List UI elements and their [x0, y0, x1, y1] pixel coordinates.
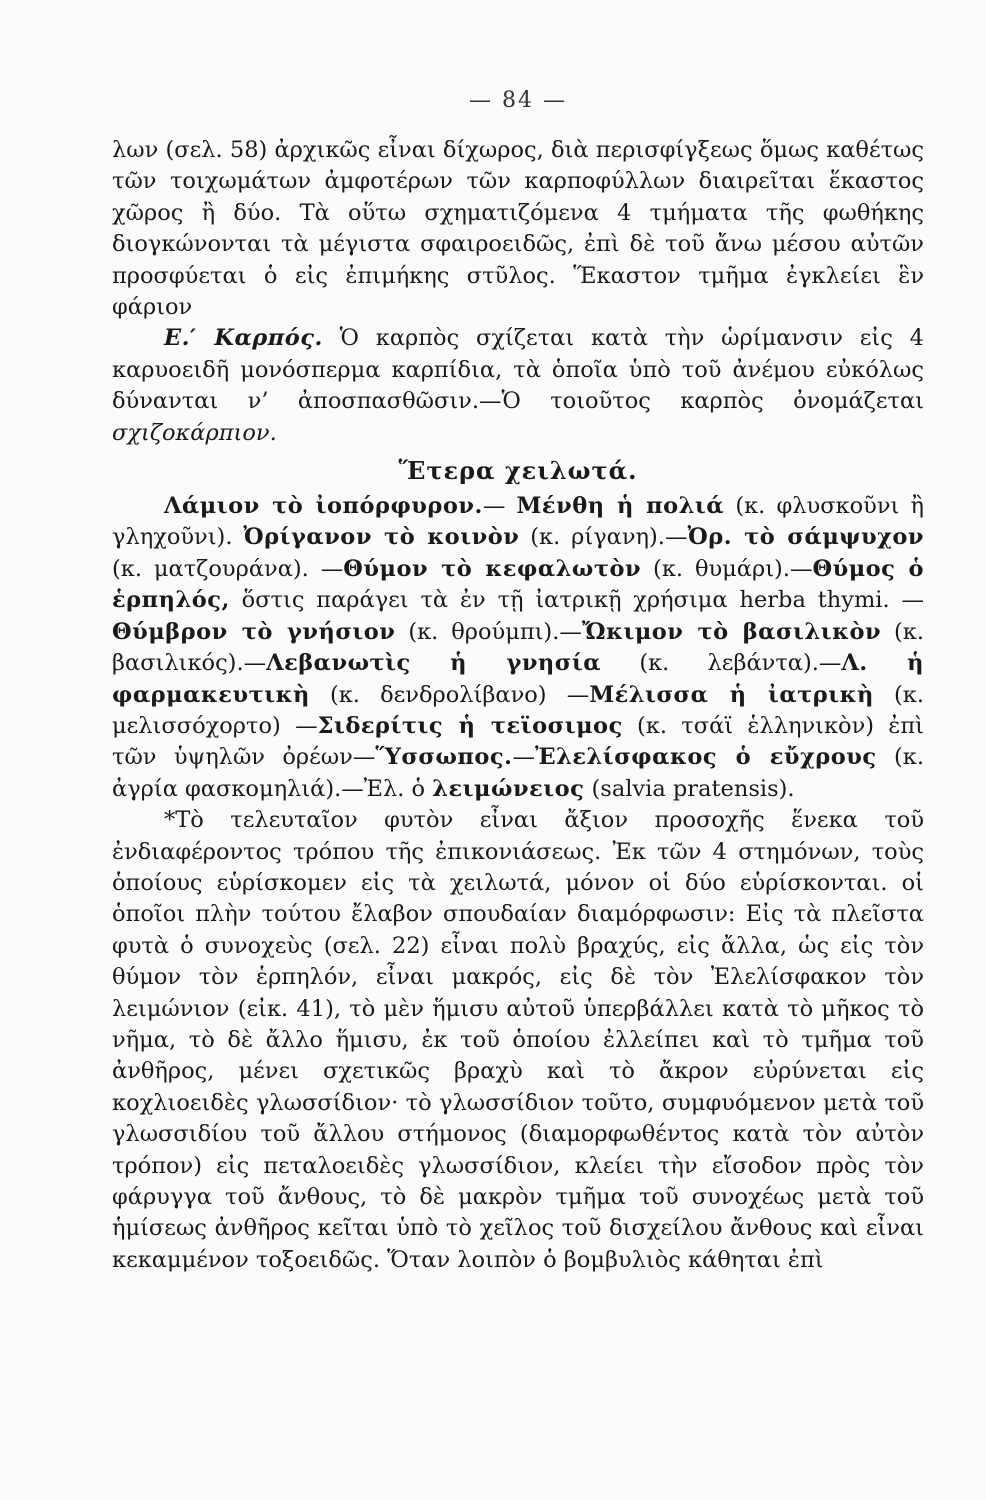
species-note: (κ. ἀγρία φασκομηλιά).—Ἐλ. ὁ: [112, 744, 924, 802]
species-name: Ὤκιμον τὸ βασιλικὸν: [581, 618, 882, 645]
paragraph-text: *Τὸ τελευταῖον φυτὸν εἶναι ἄξιον προσοχῆς ἕνεκα τοῦ ἐνδιαφέροντος τρόπου τῆς ἐπικονιάσεως. Ἐκ τῶν 4 στημόνων, τοὺς ὁποίους εὑρίσκομεν εἰς τὰ χειλωτά, μόνον οἱ δύο εὑρίσκονται. οἱ ὁποῖοι πλὴν τούτου ἔλαβον σπουδαίαν διαμόρφωσιν: Εἰς τὰ πλεῖστα φυτὰ ὁ συνοχεὺς (σελ. 22) εἶναι πολὺ βραχύς, εἰς ἄλλα, ὡς εἰς τὸν θύμον τὸν ἑρπηλόν, εἶναι μακρός, εἰς δὲ τὸν Ἐλελίσφακον τὸν λειμώνιον (εἰκ. 41), τὸ μὲν ἥμισυ αὐτοῦ ὑπερβάλλει κατὰ τὸ μῆκος τὸ νῆμα, τὸ δὲ ἄλλο ἥμισυ, ἐκ τοῦ ὁποίου ἐλλείπει καὶ τὸ τμῆμα τοῦ ἀνθῆρος, μένει σχετικῶς βραχὺ καὶ τὸ ἄκρον εὐρύνεται εἰς κοχλιοειδὲς γλωσσίδιον· τὸ γλωσσίδιον τοῦτο, συμφυόμενον μετὰ τοῦ γλωσσιδίου τοῦ ἄλλου στήμονος (διαμορφωθέντος κατὰ τὸν αὐτὸν τρόπον) εἰς πεταλοειδὲς γλωσσίδιον, κλείει τὴν εἴσοδον πρὸς τὸν φάρυγγα τοῦ ἄνθους, τὸ δὲ μακρὸν τμῆμα τοῦ συνοχέως μετὰ τοῦ ἡμίσεως ἀνθῆρος κεῖται ὑπὸ τὸ χεῖλος τοῦ δισχείλου ἄνθους καὶ εἶναι κεκαμμένον τοξοειδῶς. Ὅταν λοιπὸν ὁ βομβυλιὸς κάθηται ἐπὶ: [112, 807, 924, 1273]
species-name: Ὀρ. τὸ σάμψυχον: [687, 524, 924, 551]
species-name: Μέλισσα ἡ ἰατρικὴ: [589, 681, 874, 708]
species-note: ὅστις παράγει τὰ ἐν τῇ ἰατρικῇ χρήσιμα herba thymi. —: [229, 587, 924, 614]
species-name: Θύμον τὸ κεφαλωτὸν: [343, 555, 642, 582]
species-name: Λάμιον τὸ ἰοπόρφυρον.: [164, 493, 483, 520]
species-name: Ἐλελίσφακος ὁ εὔχρους: [534, 744, 877, 771]
species-name: Ὀρίγανον τὸ κοινὸν: [243, 524, 520, 551]
species-note: (κ. βασιλικός).—: [112, 618, 924, 677]
species-note: (κ. ρίγανη).—: [519, 524, 688, 551]
paragraph-text: Ὁ καρπὸς σχίζεται κατὰ τὴν ὡρίμανσιν εἰς 4 καρυοειδῆ μονόσπερμα καρπίδια, τὰ ὁποῖα ὑπὸ τοῦ ἀνέμου εὐκόλως δύνανται ν’ ἀποσπασθῶσιν.—Ὁ τοιοῦτος καρπὸς ὀνομάζεται: [112, 325, 924, 415]
species-name: Θύμος ὁ ἑρπηλός,: [112, 555, 924, 614]
species-name: Θύμβρον τὸ γνήσιον: [112, 618, 396, 645]
species-note: (salvia pratensis).: [584, 775, 795, 802]
species-note: (κ. ματζουράνα). —: [112, 555, 344, 582]
paragraph-text: λων (σελ. 58) ἀρχικῶς εἶναι δίχωρος, διὰ περισφίγξεως ὅμως καθέτως τῶν τοιχωμάτων ἀμφοτέρων τῶν καρποφύλλων διαιρεῖται ἕκαστος χῶρος ἢ δύο. Τὰ οὕτω σχηματιζόμενα 4 τμήματα τῆς φωθήκης διογκώνονται τὰ μέγιστα σφαιροειδῶς, ἐπὶ δὲ τοῦ ἄνω μέσου αὐτῶν προσφύεται ὁ εἰς ἐπιμήκης στῦλος. Ἕκαστον τμῆμα ἐγκλείει ἓν φάριον: [112, 137, 924, 321]
species-note: —: [512, 744, 535, 771]
species-name: Λεβανωτὶς ἡ γνησία: [266, 650, 602, 677]
species-note: —: [482, 493, 517, 520]
species-note: (κ. τσάϊ ἑλληνικὸν) ἐπὶ τῶν ὑψηλῶν ὀρέων—: [112, 712, 924, 771]
species-name: Μένθη ἡ πολιά: [516, 493, 725, 520]
species-name: Λ. ἡ φαρμακευτικὴ: [112, 650, 924, 708]
species-name: Ὕσσωπος.: [375, 744, 513, 771]
species-name: Σιδερίτις ἡ τεϊοσιμος: [317, 712, 623, 739]
species-note: (κ. θυμάρι).—: [641, 555, 813, 582]
section-heading: Ἕτερα χειλωτά.: [398, 456, 638, 486]
section-label: Ε.′ Καρπός.: [164, 325, 323, 352]
species-note: (κ. μελισσόχορτο) —: [112, 681, 925, 739]
term-italic: σχιζοκάρπιον.: [112, 419, 277, 446]
species-note: (κ. δενδρολίβανο) —: [309, 681, 590, 708]
book-page: [112, 88, 924, 1276]
species-note: (κ. φλυσκοῦνι ἢ γληχοῦνι).: [112, 493, 924, 551]
species-note: (κ. λεβάντα).—: [601, 650, 842, 677]
species-note: (κ. θρούμπι).—: [395, 618, 582, 645]
paragraph-fruit: [112, 323, 924, 449]
species-name: λειμώνειος: [432, 775, 585, 802]
page-number: — 84 —: [469, 88, 567, 113]
paragraph-continuation: [112, 135, 924, 323]
paragraph-pollination: [112, 805, 924, 1276]
species-list-paragraph: [112, 491, 924, 805]
